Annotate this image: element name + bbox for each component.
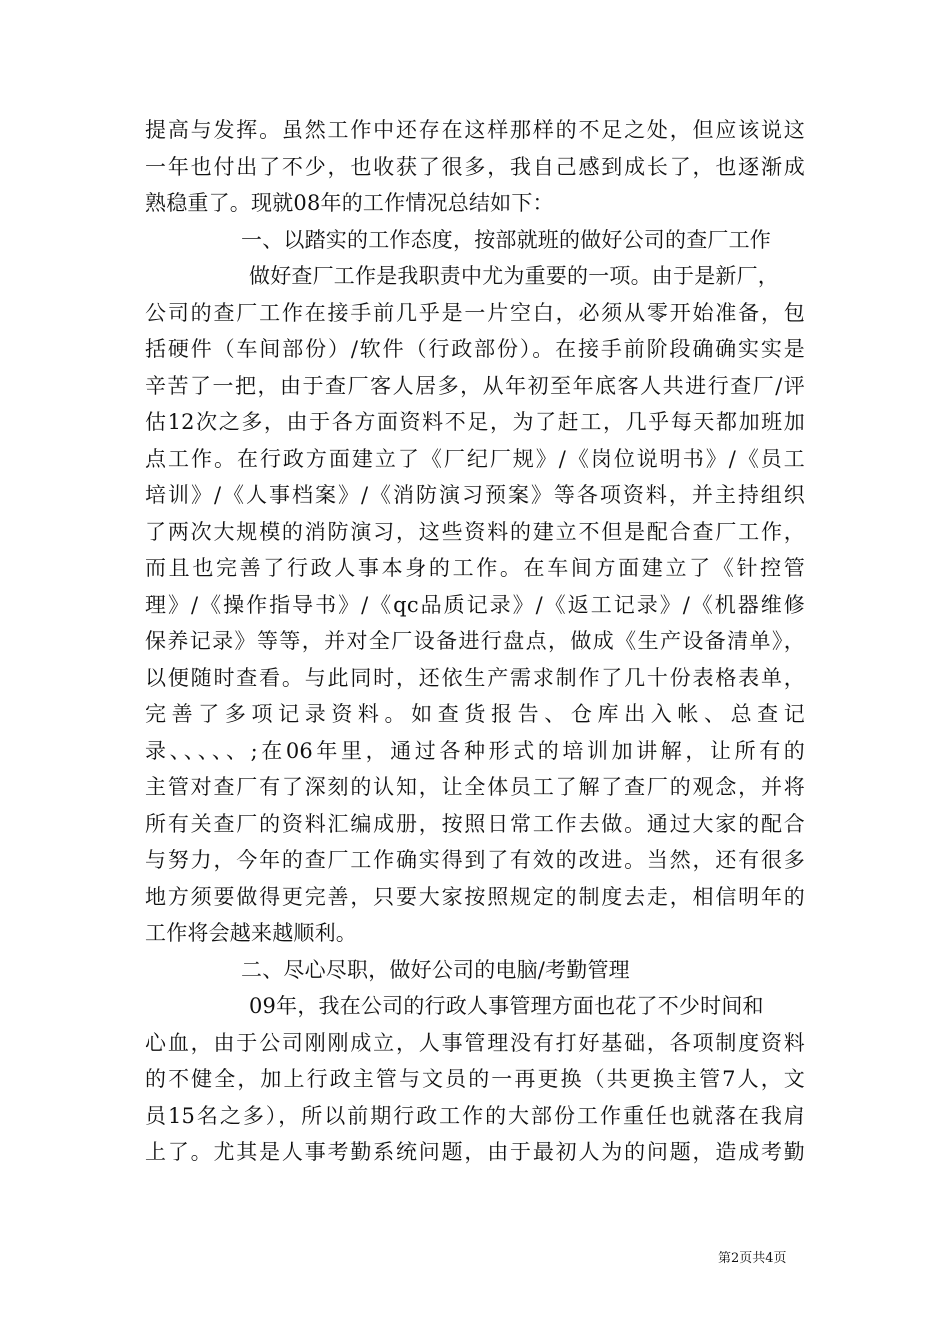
text-line: 理》/《操作指导书》/《qc品质记录》/《返工记录》/《机器维修 <box>145 592 805 617</box>
document-body <box>145 112 805 1171</box>
text-line: 估12次之多，由于各方面资料不足，为了赶工，几乎每天都加班加 <box>145 410 805 434</box>
text-line: 而且也完善了行政人事本身的工作。在车间方面建立了《针控管 <box>145 556 805 580</box>
text-line: 了两次大规模的消防演习，这些资料的建立不但是配合查厂工作， <box>145 519 805 544</box>
text-line: 保养记录》等等，并对全厂设备进行盘点，做成《生产设备清单》， <box>145 629 805 653</box>
text-line: 括硬件（车间部份）/软件（行政部份）。在接手前阶段确确实实是 <box>145 337 805 361</box>
text-line: 辛苦了一把，由于查厂客人居多，从年初至年底客人共进行查厂/评 <box>145 373 805 398</box>
section-heading-2: 二、尽心尽职，做好公司的电脑/考勤管理 <box>241 957 630 982</box>
text-line: 点工作。在行政方面建立了《厂纪厂规》/《岗位说明书》/《员工 <box>145 446 805 471</box>
text-line: 上了。尤其是人事考勤系统问题，由于最初人为的问题，造成考勤 <box>145 1140 805 1164</box>
text-line: 心血，由于公司刚刚成立，人事管理没有打好基础，各项制度资料 <box>145 1030 805 1055</box>
text-line: 工作将会越来越顺利。 <box>145 921 357 945</box>
page-number-footer: 第2页共4页 <box>718 1251 787 1266</box>
text-line: 所有关查厂的资料汇编成册，按照日常工作去做。通过大家的配合 <box>145 811 805 836</box>
text-line: 地方须要做得更完善，只要大家按照规定的制度去走，相信明年的 <box>145 884 805 909</box>
text-line: 一年也付出了不少，也收获了很多，我自己感到成长了，也逐渐成 <box>145 154 805 179</box>
text-line: 培训》/《人事档案》/《消防演习预案》等各项资料，并主持组织 <box>145 483 805 507</box>
text-line: 做好查厂工作是我职责中尤为重要的一项。由于是新厂， <box>249 264 779 288</box>
text-line: 公司的查厂工作在接手前几乎是一片空白，必须从零开始准备，包 <box>145 300 805 325</box>
text-line: 以便随时查看。与此同时，还依生产需求制作了几十份表格表单， <box>145 665 805 690</box>
text-line: 与努力，今年的查厂工作确实得到了有效的改进。当然，还有很多 <box>145 848 805 872</box>
text-line: 员15名之多），所以前期行政工作的大部份工作重任也就落在我肩 <box>145 1103 805 1128</box>
section-heading-1: 一、以踏实的工作态度，按部就班的做好公司的查厂工作 <box>241 227 771 252</box>
text-line: 09年，我在公司的行政人事管理方面也花了不少时间和 <box>249 994 764 1018</box>
text-line: 录、、、、、;在06年里，通过各种形式的培训加讲解，让所有的 <box>145 738 805 763</box>
text-line: 提高与发挥。虽然工作中还存在这样那样的不足之处，但应该说这 <box>145 118 805 142</box>
text-line: 熟稳重了。现就08年的工作情况总结如下： <box>145 191 554 215</box>
text-line: 的不健全，加上行政主管与文员的一再更换（共更换主管7人，文 <box>145 1067 805 1091</box>
text-line: 主管对查厂有了深刻的认知，让全体员工了解了查厂的观念，并将 <box>145 775 805 799</box>
text-line: 完善了多项记录资料。如查货报告、仓库出入帐、总查记 <box>145 702 805 726</box>
